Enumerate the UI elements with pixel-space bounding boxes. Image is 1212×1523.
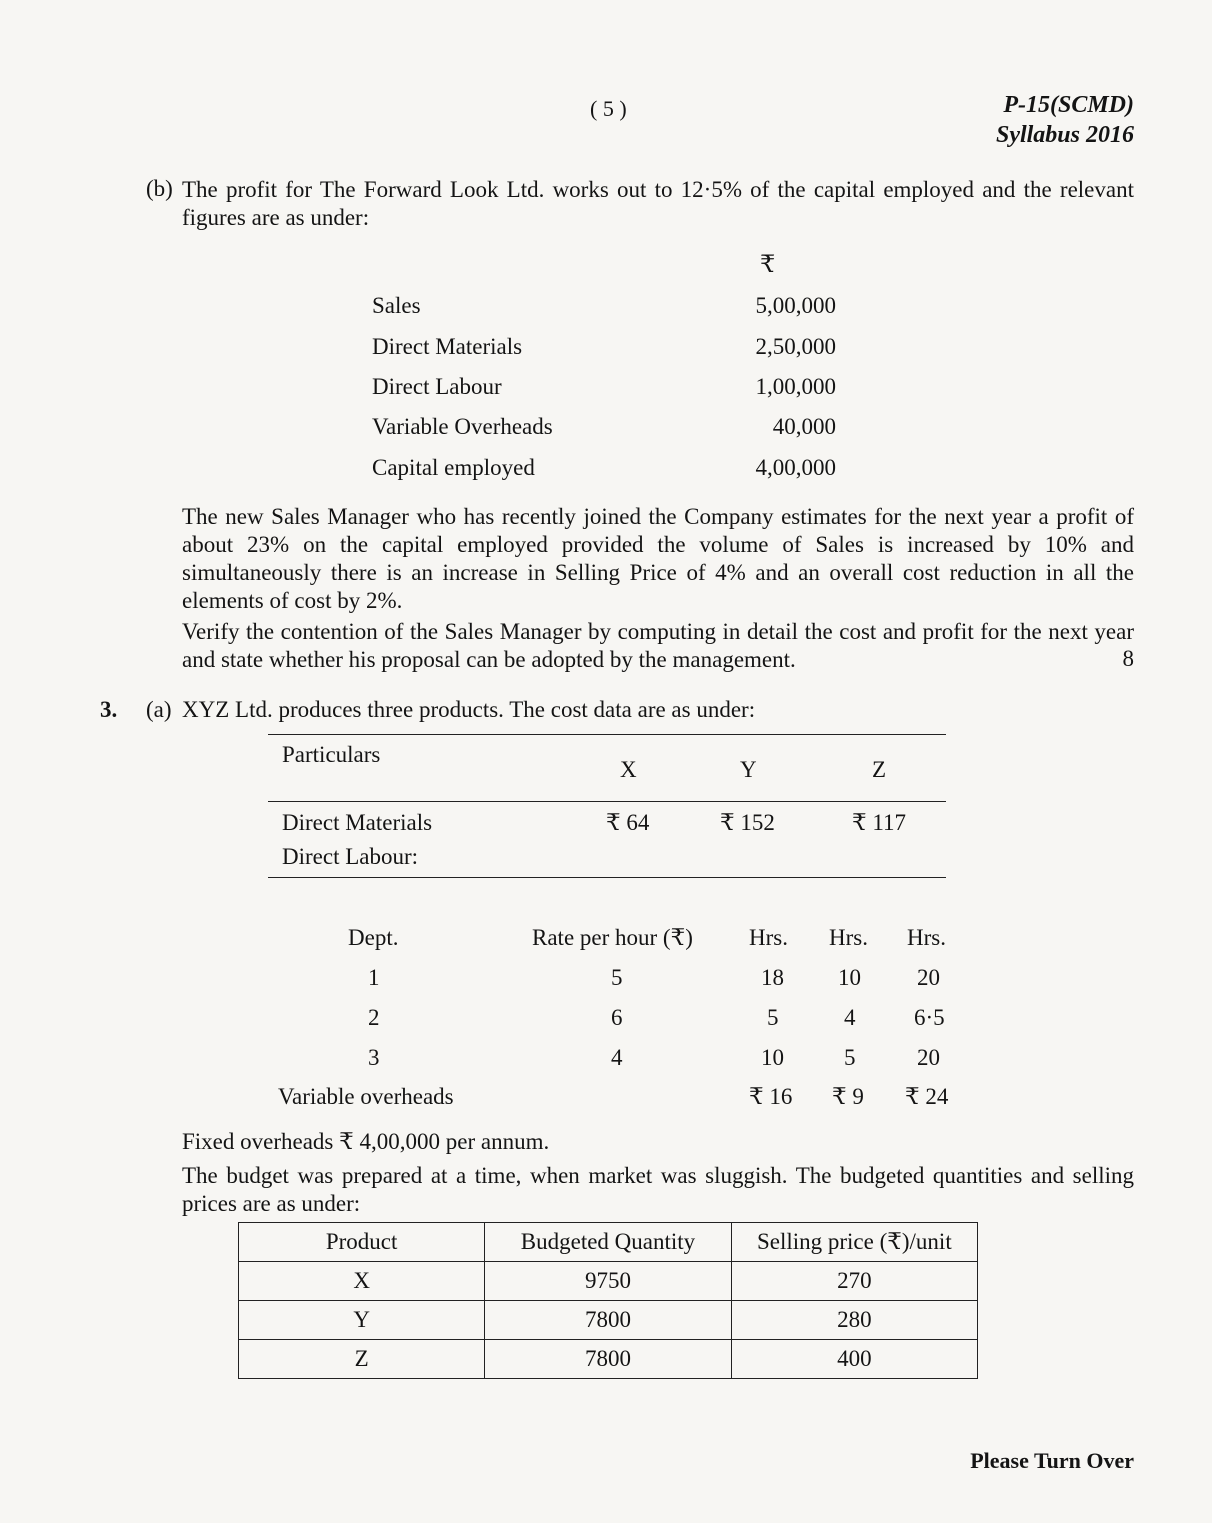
- budget-col-product: Product: [239, 1223, 485, 1262]
- cell-z: ₹ 117: [852, 810, 907, 835]
- hrs-x-cell: 18: [761, 965, 784, 990]
- question-label-a: (a): [146, 697, 172, 722]
- hrs-x-cell: 10: [761, 1045, 784, 1070]
- question-label-b: (b): [146, 176, 173, 201]
- page-number: ( 5 ): [590, 96, 627, 121]
- variable-overheads-z: ₹ 24: [905, 1084, 949, 1109]
- budget-header-row: [239, 1223, 978, 1262]
- budget-col-quantity: Budgeted Quantity: [485, 1223, 731, 1262]
- syllabus-line: Syllabus 2016: [995, 122, 1134, 148]
- rupee-column-header: ₹: [760, 252, 776, 278]
- budget-intro: The budget was prepared at a time, when market was sluggish. The budgeted quantities and selling prices are as under:: [182, 1163, 1134, 1216]
- row-label-direct-labour: Direct Labour:: [282, 844, 419, 869]
- figure-label: Sales: [372, 293, 421, 318]
- table-row: [239, 1262, 978, 1301]
- dept-cell: 2: [368, 1005, 380, 1030]
- q2b-task: [182, 618, 1134, 674]
- q2b-task-text: Verify the contention of the Sales Manager by computing in detail the cost and profit for the next year and state whether his proposal can be adopted by the management.: [182, 619, 1134, 672]
- col-header-z: Z: [872, 757, 887, 782]
- figure-value: 40,000: [772, 414, 836, 439]
- cell-y: ₹ 152: [720, 810, 775, 835]
- rate-cell: 4: [611, 1045, 623, 1070]
- hrs-y-cell: 5: [844, 1045, 856, 1070]
- hrs-y-cell: 4: [844, 1005, 856, 1030]
- row-label-direct-materials: Direct Materials: [282, 810, 433, 835]
- figure-label: Direct Materials: [372, 334, 523, 359]
- please-turn-over: Please Turn Over: [970, 1448, 1134, 1473]
- budget-product: Z: [239, 1340, 485, 1379]
- variable-overheads-label: Variable overheads: [278, 1084, 454, 1109]
- figure-label: Capital employed: [372, 455, 535, 480]
- q2b-intro: The profit for The Forward Look Ltd. works out to 12·5% of the capital employed and the relevant figures are as under:: [182, 177, 1134, 230]
- hrs-z-cell: 20: [917, 1045, 940, 1070]
- q2b-body: The new Sales Manager who has recently joined the Company estimates for the next year a profit of about 23% on the capital employed provided the volume of Sales is increased by 10% and simultaneously there is an increase in Selling Price of 4% and an overall cost reduction in all the elements of cost by 2%.: [182, 504, 1134, 613]
- figure-row: [372, 374, 836, 400]
- figure-value: 5,00,000: [755, 293, 836, 318]
- dept-cell: 3: [368, 1045, 380, 1070]
- dept-cell: 1: [368, 965, 380, 990]
- q3-intro: XYZ Ltd. produces three products. The cost data are as under:: [182, 697, 756, 722]
- figure-value: 1,00,000: [755, 374, 836, 399]
- col-header-y: Y: [740, 757, 757, 782]
- figure-row: [372, 293, 836, 319]
- figure-row: [372, 455, 836, 481]
- hrs-z-cell: 20: [917, 965, 940, 990]
- table-rule-mid: [268, 801, 946, 802]
- paper-code-line: P-15(SCMD): [1003, 92, 1134, 118]
- variable-overheads-y: ₹ 9: [832, 1084, 864, 1109]
- budget-product: X: [239, 1262, 485, 1301]
- variable-overheads-x: ₹ 16: [749, 1084, 793, 1109]
- budget-price: 270: [731, 1262, 977, 1301]
- cell-x: ₹ 64: [606, 810, 650, 835]
- hrs-header: Hrs.: [907, 925, 946, 950]
- table-rule-top: [268, 734, 946, 735]
- rate-cell: 5: [611, 965, 623, 990]
- figure-label: Direct Labour: [372, 374, 502, 399]
- budget-product: Y: [239, 1301, 485, 1340]
- figure-label: Variable Overheads: [372, 414, 553, 439]
- paper-code: [996, 90, 1134, 150]
- marks: 8: [1122, 646, 1134, 671]
- figure-value: 4,00,000: [755, 455, 836, 480]
- col-header-x: X: [620, 757, 637, 782]
- dept-header: Dept.: [348, 925, 399, 950]
- hrs-z-cell: 6·5: [914, 1005, 945, 1030]
- question-number: 3.: [100, 697, 118, 722]
- rate-header: Rate per hour (₹): [532, 925, 693, 950]
- col-header-particulars: Particulars: [282, 742, 381, 767]
- figure-value: 2,50,000: [755, 334, 836, 359]
- budget-col-price: Selling price (₹)/unit: [731, 1223, 977, 1262]
- table-row: [239, 1301, 978, 1340]
- figure-row: [372, 334, 836, 360]
- fixed-overheads: Fixed overheads ₹ 4,00,000 per annum.: [182, 1129, 550, 1154]
- hrs-y-cell: 10: [838, 965, 861, 990]
- hrs-x-cell: 5: [767, 1005, 779, 1030]
- table-row: [239, 1340, 978, 1379]
- budget-quantity: 9750: [485, 1262, 731, 1301]
- figure-row: [372, 414, 836, 440]
- budget-price: 400: [731, 1340, 977, 1379]
- table-rule-bottom: [268, 877, 946, 878]
- budget-table: [238, 1222, 978, 1379]
- hrs-header: Hrs.: [829, 925, 868, 950]
- budget-quantity: 7800: [485, 1301, 731, 1340]
- budget-price: 280: [731, 1301, 977, 1340]
- budget-quantity: 7800: [485, 1340, 731, 1379]
- rate-cell: 6: [611, 1005, 623, 1030]
- hrs-header: Hrs.: [749, 925, 788, 950]
